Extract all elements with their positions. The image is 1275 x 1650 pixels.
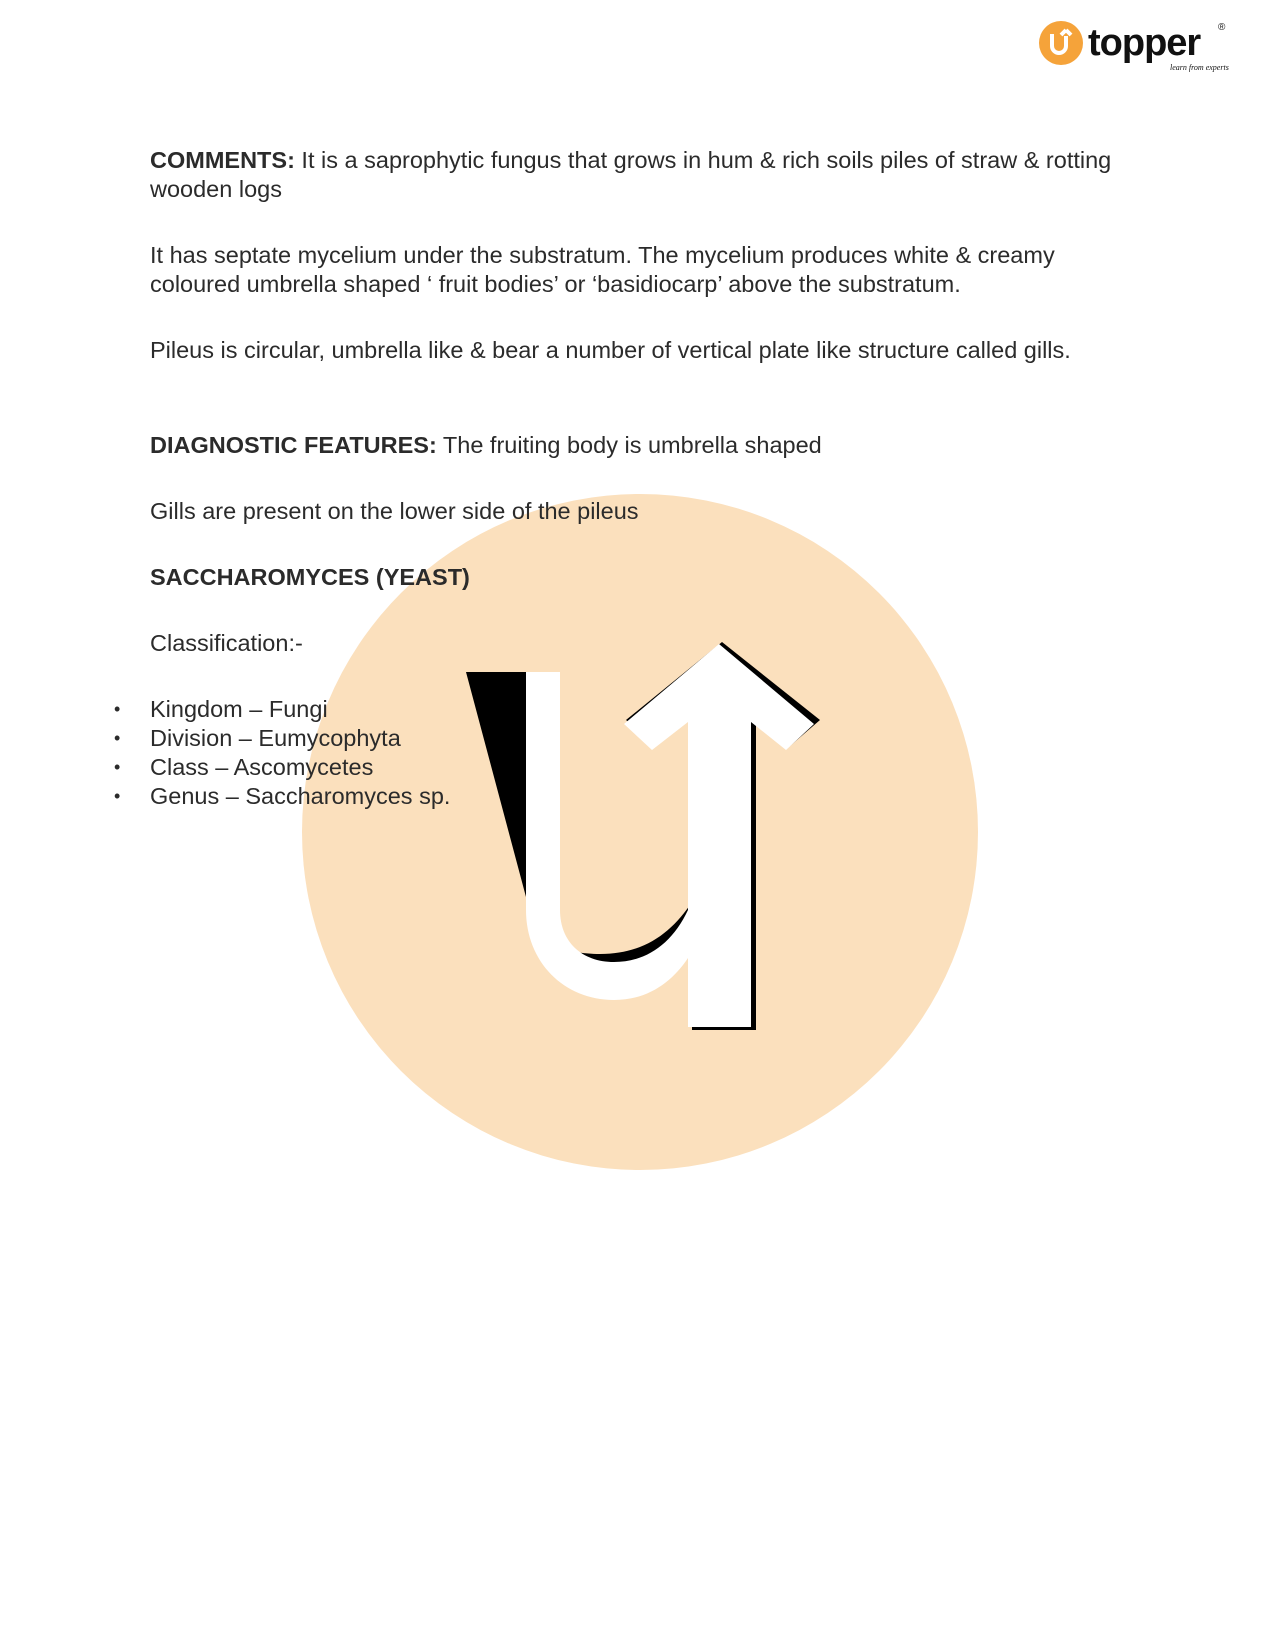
diagnostic-text: The fruiting body is umbrella shaped: [436, 432, 822, 458]
list-item: • Kingdom – Fungi: [114, 696, 328, 722]
logo-tagline: learn from experts: [1170, 63, 1229, 72]
bullet-icon: •: [114, 757, 121, 777]
section-heading: SACCHAROMYCES (YEAST): [150, 564, 470, 590]
pileus-paragraph: Pileus is circular, umbrella like & bear a number of vertical plate like structure called gills.: [150, 337, 1071, 363]
watermark-u-arrow-icon: [300, 492, 980, 1172]
gills-paragraph: Gills are present on the lower side of the pileus: [150, 498, 639, 524]
bullet-icon: •: [114, 786, 121, 806]
classification-list: [114, 695, 451, 811]
comments-paragraph: [150, 146, 1130, 204]
bullet-icon: •: [114, 728, 121, 748]
bullet-icon: •: [114, 699, 121, 719]
diagnostic-paragraph: [150, 431, 822, 460]
logo-registered-mark: ®: [1218, 22, 1226, 33]
list-item: • Class – Ascomycetes: [114, 754, 374, 780]
comments-label: COMMENTS:: [150, 147, 295, 173]
diagnostic-label: DIAGNOSTIC FEATURES:: [150, 432, 437, 458]
comments-text: It is a saprophytic fungus that grows in hum & rich soils piles of straw & rotting wooden logs: [150, 147, 1112, 202]
classification-label: Classification:-: [150, 630, 303, 656]
list-item: • Genus – Saccharomyces sp.: [114, 783, 451, 809]
topper-logo: [1036, 18, 1236, 78]
list-item: • Division – Eumycophyta: [114, 725, 401, 751]
septate-paragraph: It has septate mycelium under the substratum. The mycelium produces white & creamy coloured umbrella shaped ‘ fruit bodies’ or ‘basidiocarp’ above the substratum.: [150, 242, 1055, 297]
logo-circle-icon: [1039, 21, 1083, 65]
logo-wordmark: topper: [1088, 22, 1201, 64]
